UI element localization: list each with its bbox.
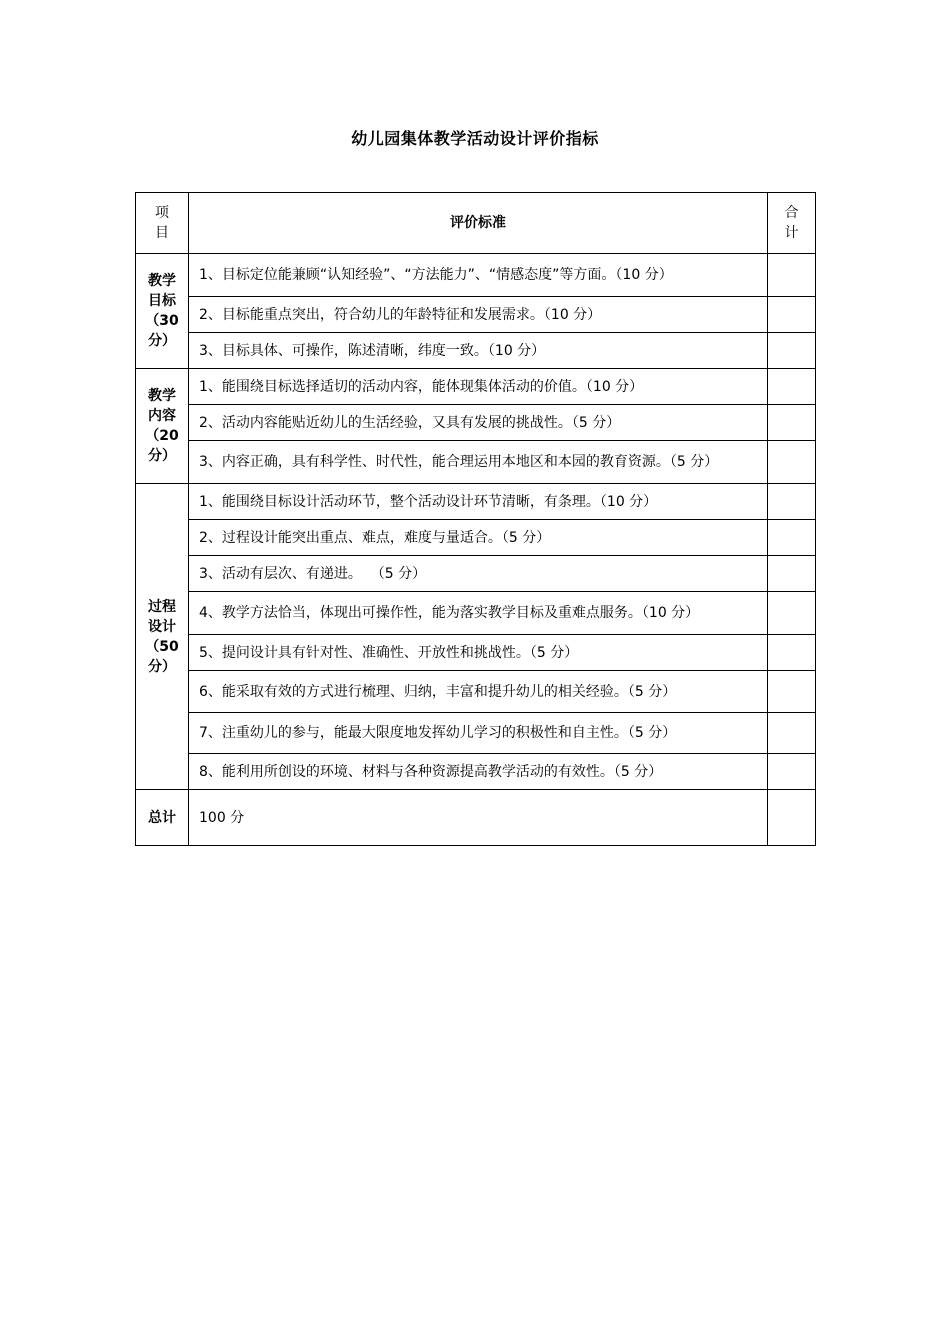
header-criteria: 评价标准 (189, 193, 768, 254)
score-cell (768, 441, 816, 484)
table-row (136, 441, 816, 484)
criteria-cell: 3、活动有层次、有递进。 （5 分） (189, 556, 768, 592)
table-row (136, 592, 816, 635)
table-row (136, 405, 816, 441)
document-title: 幼儿园集体教学活动设计评价指标 (351, 129, 599, 148)
score-cell (768, 333, 816, 369)
score-cell (768, 592, 816, 635)
criteria-cell: 2、过程设计能突出重点、难点，难度与量适合。（5 分） (189, 520, 768, 556)
score-cell (768, 671, 816, 713)
criteria-cell: 1、能围绕目标设计活动环节，整个活动设计环节清晰，有条理。（10 分） (189, 484, 768, 520)
criteria-cell: 3、目标具体、可操作，陈述清晰，纬度一致。（10 分） (189, 333, 768, 369)
score-cell (768, 405, 816, 441)
score-cell (768, 790, 816, 846)
total-value: 100 分 (189, 790, 768, 846)
score-cell (768, 520, 816, 556)
criteria-cell: 1、目标定位能兼顾“认知经验”、“方法能力”、“情感态度”等方面。（10 分） (189, 254, 768, 297)
score-cell (768, 713, 816, 754)
table-row (136, 754, 816, 790)
table-row (136, 369, 816, 405)
table-row (136, 713, 816, 754)
score-cell (768, 369, 816, 405)
score-cell (768, 254, 816, 297)
evaluation-table (135, 192, 816, 846)
total-label: 总计 (136, 790, 189, 846)
table-row (136, 556, 816, 592)
category-cell: 教学目标（30分） (136, 254, 189, 369)
criteria-cell: 7、注重幼儿的参与，能最大限度地发挥幼儿学习的积极性和自主性。（5 分） (189, 713, 768, 754)
table-row (136, 484, 816, 520)
category-cell: 教学内容（20分） (136, 369, 189, 484)
criteria-cell: 3、内容正确，具有科学性、时代性，能合理运用本地区和本园的教育资源。（5 分） (189, 441, 768, 484)
score-cell (768, 754, 816, 790)
criteria-cell: 4、教学方法恰当，体现出可操作性，能为落实教学目标及重难点服务。（10 分） (189, 592, 768, 635)
criteria-cell: 2、目标能重点突出，符合幼儿的年龄特征和发展需求。（10 分） (189, 297, 768, 333)
table-header-row (136, 193, 816, 254)
header-item: 项目 (136, 193, 189, 254)
criteria-cell: 8、能利用所创设的环境、材料与各种资源提高教学活动的有效性。（5 分） (189, 754, 768, 790)
criteria-cell: 2、活动内容能贴近幼儿的生活经验，又具有发展的挑战性。（5 分） (189, 405, 768, 441)
score-cell (768, 556, 816, 592)
criteria-cell: 1、能围绕目标选择适切的活动内容，能体现集体活动的价值。（10 分） (189, 369, 768, 405)
table-row (136, 635, 816, 671)
criteria-cell: 6、能采取有效的方式进行梳理、归纳，丰富和提升幼儿的相关经验。（5 分） (189, 671, 768, 713)
total-row (136, 790, 816, 846)
category-cell: 过程设计（50分） (136, 484, 189, 790)
table-row (136, 297, 816, 333)
table-row (136, 333, 816, 369)
table-row (136, 254, 816, 297)
table-row (136, 671, 816, 713)
header-total: 合计 (768, 193, 816, 254)
score-cell (768, 635, 816, 671)
score-cell (768, 297, 816, 333)
table-row (136, 520, 816, 556)
score-cell (768, 484, 816, 520)
criteria-cell: 5、提问设计具有针对性、准确性、开放性和挑战性。（5 分） (189, 635, 768, 671)
